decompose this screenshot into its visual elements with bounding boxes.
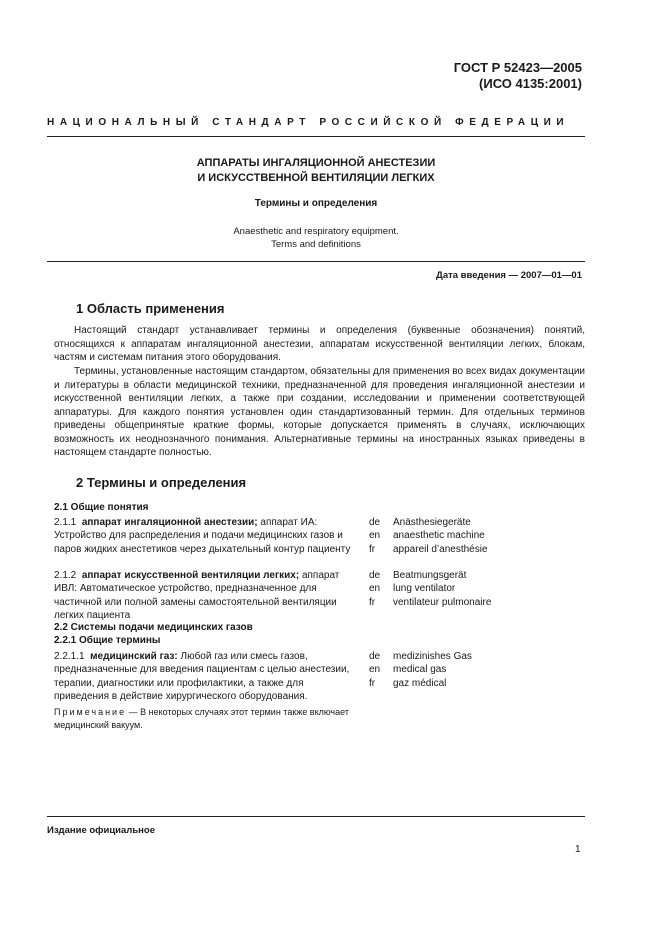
foreign-term: ventilateur pulmonaire: [393, 596, 492, 608]
term-number: 2.1.1: [54, 517, 77, 528]
section-1-heading: 1 Область применения: [76, 301, 225, 316]
term-note: [54, 706, 360, 732]
term-name: медицинский газ:: [90, 651, 178, 662]
lang-code: fr: [369, 596, 376, 608]
gost-number: ГОСТ Р 52423—2005: [453, 60, 582, 75]
official-edition-label: Издание официальное: [47, 825, 155, 836]
lang-code: en: [369, 530, 381, 542]
english-title: [47, 225, 585, 251]
lang-code: de: [369, 517, 381, 528]
national-standard-title: НАЦИОНАЛЬНЫЙ СТАНДАРТ РОССИЙСКОЙ ФЕДЕРАЦИИ: [47, 117, 570, 128]
section-2-heading: 2 Термины и определения: [76, 475, 247, 490]
title-divider: [47, 261, 585, 262]
term-definition: аппарат ИВЛ: Автоматическое устройство, предназначенное для частичной или полной замены самостоятельной вентиляции легких пациента: [54, 570, 340, 622]
section-1-paragraph-2: Термины, установленные настоящим стандартом, обязательны для применения во всех видах документации и литературы в области медицинской техники, предназначенной для проведения ингаляционной анестезии и искусственной вентиляции легких, а также при создании, исследовании и применении соответствующей аппаратуры. Для каждого понятия установлен один стандартизованный термин. Для отдельных терминов приведены общепринятые краткие формы, которые допускается применять в случаях, исключающих возможность их неоднозначного понимания. Альтернативные термины на иностранных языках приведены в настоящем стандарте полностью.: [54, 366, 585, 458]
english-title-line-2: Terms and definitions: [271, 239, 361, 250]
title-line-2: И ИСКУССТВЕННОЙ ВЕНТИЛЯЦИИ ЛЕГКИХ: [197, 172, 435, 184]
note-text: — В некоторых случаях этот термин также включает медицинский вакуум.: [54, 707, 349, 730]
subsection-2-1-heading: 2.1 Общие понятия: [54, 502, 149, 513]
document-subtitle: Термины и определения: [254, 198, 378, 209]
foreign-term: Beatmungsgerät: [393, 570, 467, 581]
lang-code: en: [369, 664, 381, 676]
foreign-term: anaesthetic machine: [393, 530, 485, 542]
section-1-paragraph-1: Настоящий стандарт устанавливает термины и определения (буквенные обозначения) понятий, относящихся к аппаратам ингаляционной анестезии, аппаратам искусственной вентиляции легких, блокам, частям и системам питания этого оборудования.: [54, 325, 585, 363]
lang-code: en: [369, 583, 381, 595]
term-definition: аппарат ИА: Устройство для распределения и подачи медицинских газов и паров жидких анестетиков через дыхательный контур пациенту: [54, 517, 351, 555]
foreign-term: gaz médical: [393, 677, 447, 689]
foreign-term: Anästhesiegeräte: [393, 517, 471, 528]
term-2-1-1-languages: [369, 516, 380, 556]
term-2-1-2: [54, 569, 360, 623]
note-label: Примечание: [54, 707, 127, 717]
term-2-2-1-1-languages: [369, 650, 380, 690]
footer-divider: [47, 816, 585, 817]
term-2-1-1-equivalents: [393, 516, 488, 556]
foreign-term: lung ventilator: [393, 583, 456, 595]
title-line-1: АППАРАТЫ ИНГАЛЯЦИОННОЙ АНЕСТЕЗИИ: [196, 157, 436, 169]
foreign-term: medical gas: [393, 664, 447, 676]
document-title: [47, 156, 585, 186]
header-divider: [47, 136, 585, 137]
term-2-1-2-languages: [369, 569, 380, 609]
term-number: 2.2.1.1: [54, 651, 85, 662]
term-definition: Любой газ или смесь газов, предназначенные для введения пациентам с целью анестезии, терапии, диагностики или профилактики, а также для приведения в действие хирургического оборудования.: [54, 651, 350, 703]
subsection-2-2-heading: 2.2 Системы подачи медицинских газов: [54, 622, 253, 633]
iso-number: (ИСО 4135:2001): [479, 76, 582, 91]
lang-code: de: [369, 570, 381, 581]
term-name: аппарат искусственной вентиляции легких;: [81, 570, 300, 581]
term-number: 2.1.2: [54, 570, 77, 581]
term-2-2-1-1: [54, 650, 360, 704]
english-title-line-1: Anaesthetic and respiratory equipment.: [233, 226, 399, 237]
term-2-2-1-1-equivalents: [393, 650, 472, 690]
term-2-1-2-equivalents: [393, 569, 491, 609]
term-name: аппарат ингаляционной анестезии;: [81, 517, 258, 528]
introduction-date: Дата введения — 2007—01—01: [436, 270, 582, 281]
subsection-2-2-1-heading: 2.2.1 Общие термины: [54, 635, 161, 646]
lang-code: de: [369, 651, 381, 662]
lang-code: fr: [369, 543, 376, 555]
foreign-term: medizinishes Gas: [393, 651, 472, 662]
lang-code: fr: [369, 677, 376, 689]
standard-designation: [454, 60, 582, 92]
term-2-1-1: [54, 516, 360, 556]
page-number: 1: [575, 844, 581, 855]
foreign-term: appareil d’anesthésie: [393, 543, 488, 555]
